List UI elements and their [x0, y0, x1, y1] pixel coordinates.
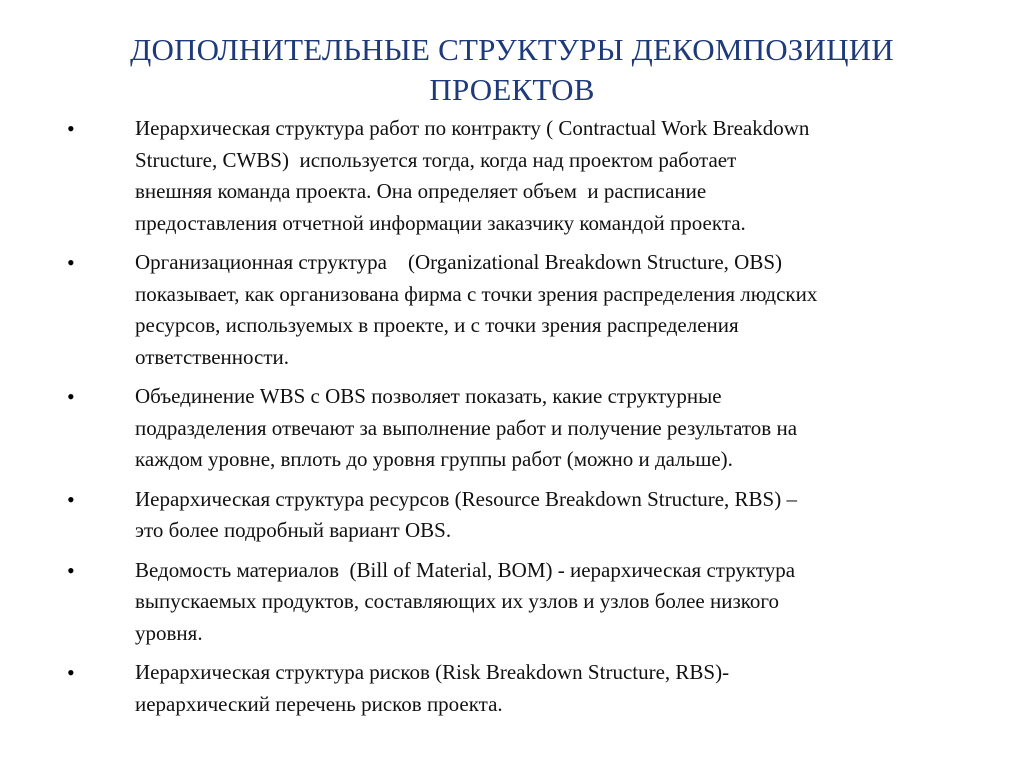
slide-title-line-2: ПРОЕКТОВ — [429, 72, 595, 107]
bullet-marker: • — [67, 116, 75, 141]
bullet-text-line: предоставления отчетной информации заказчику командой проекта. — [135, 210, 746, 235]
slide-title — [60, 30, 964, 110]
bullet-text-line: ответственности. — [135, 344, 290, 369]
bullet-text-line: выпускаемых продуктов, составляющих их узлов и узлов более низкого — [135, 589, 779, 613]
bullet-text — [135, 657, 975, 720]
bullet-text-line: ресурсов, используемых в проекте, и с точки зрения распределения — [135, 313, 739, 337]
bullet-text-line: внешняя команда проекта. Она определяет объем и расписание — [135, 179, 707, 203]
bullet-marker: • — [67, 384, 75, 409]
bullet-text — [135, 555, 975, 650]
bullet-text — [135, 484, 975, 547]
bullet-text — [135, 247, 975, 373]
bullet-item — [0, 657, 1024, 720]
bullet-text-line: показывает, как организована фирма с точки зрения распределения людских — [135, 281, 818, 306]
bullet-text — [135, 381, 975, 476]
bullet-item — [0, 555, 1024, 650]
bullet-marker: • — [67, 486, 75, 512]
bullet-text-line: уровня. — [135, 620, 203, 645]
bullet-text-line: подразделения отвечают за выполнение работ и получение результатов на — [135, 415, 798, 440]
bullet-marker: • — [67, 250, 75, 275]
bullet-text-line: Ведомость материалов (Bill of Material, BOM) - иерархическая структура — [135, 557, 796, 582]
bullet-text-line: Structure, CWBS) используется тогда, когда над проектом работает — [135, 147, 737, 172]
bullet-marker: • — [67, 557, 75, 583]
bullet-marker: • — [67, 660, 75, 685]
bullet-item — [0, 113, 1024, 239]
bullet-text-line: Иерархическая структура работ по контракту ( Contractual Work Breakdown — [135, 116, 810, 140]
bullet-text-line: иерархический перечень рисков проекта. — [135, 691, 503, 716]
bullet-text-line: Иерархическая структура рисков (Risk Breakdown Structure, RBS)- — [135, 660, 730, 684]
bullet-text-line: это более подробный вариант OBS. — [135, 518, 452, 542]
bullet-text-line: каждом уровне, вплоть до уровня группы работ (можно и дальше). — [135, 447, 733, 471]
bullet-text — [135, 113, 975, 239]
bullet-item — [0, 381, 1024, 476]
bullet-item — [0, 484, 1024, 547]
bullet-text-line: Объединение WBS с OBS позволяет показать, какие структурные — [135, 384, 722, 408]
bullet-list — [0, 113, 1024, 728]
bullet-text-line: Организационная структура (Organizational Breakdown Structure, OBS) — [135, 250, 783, 274]
bullet-item — [0, 247, 1024, 373]
bullet-text-line: Иерархическая структура ресурсов (Resource Breakdown Structure, RBS) – — [135, 486, 797, 511]
slide-title-line-1: ДОПОЛНИТЕЛЬНЫЕ СТРУКТУРЫ ДЕКОМПОЗИЦИИ — [130, 32, 894, 67]
